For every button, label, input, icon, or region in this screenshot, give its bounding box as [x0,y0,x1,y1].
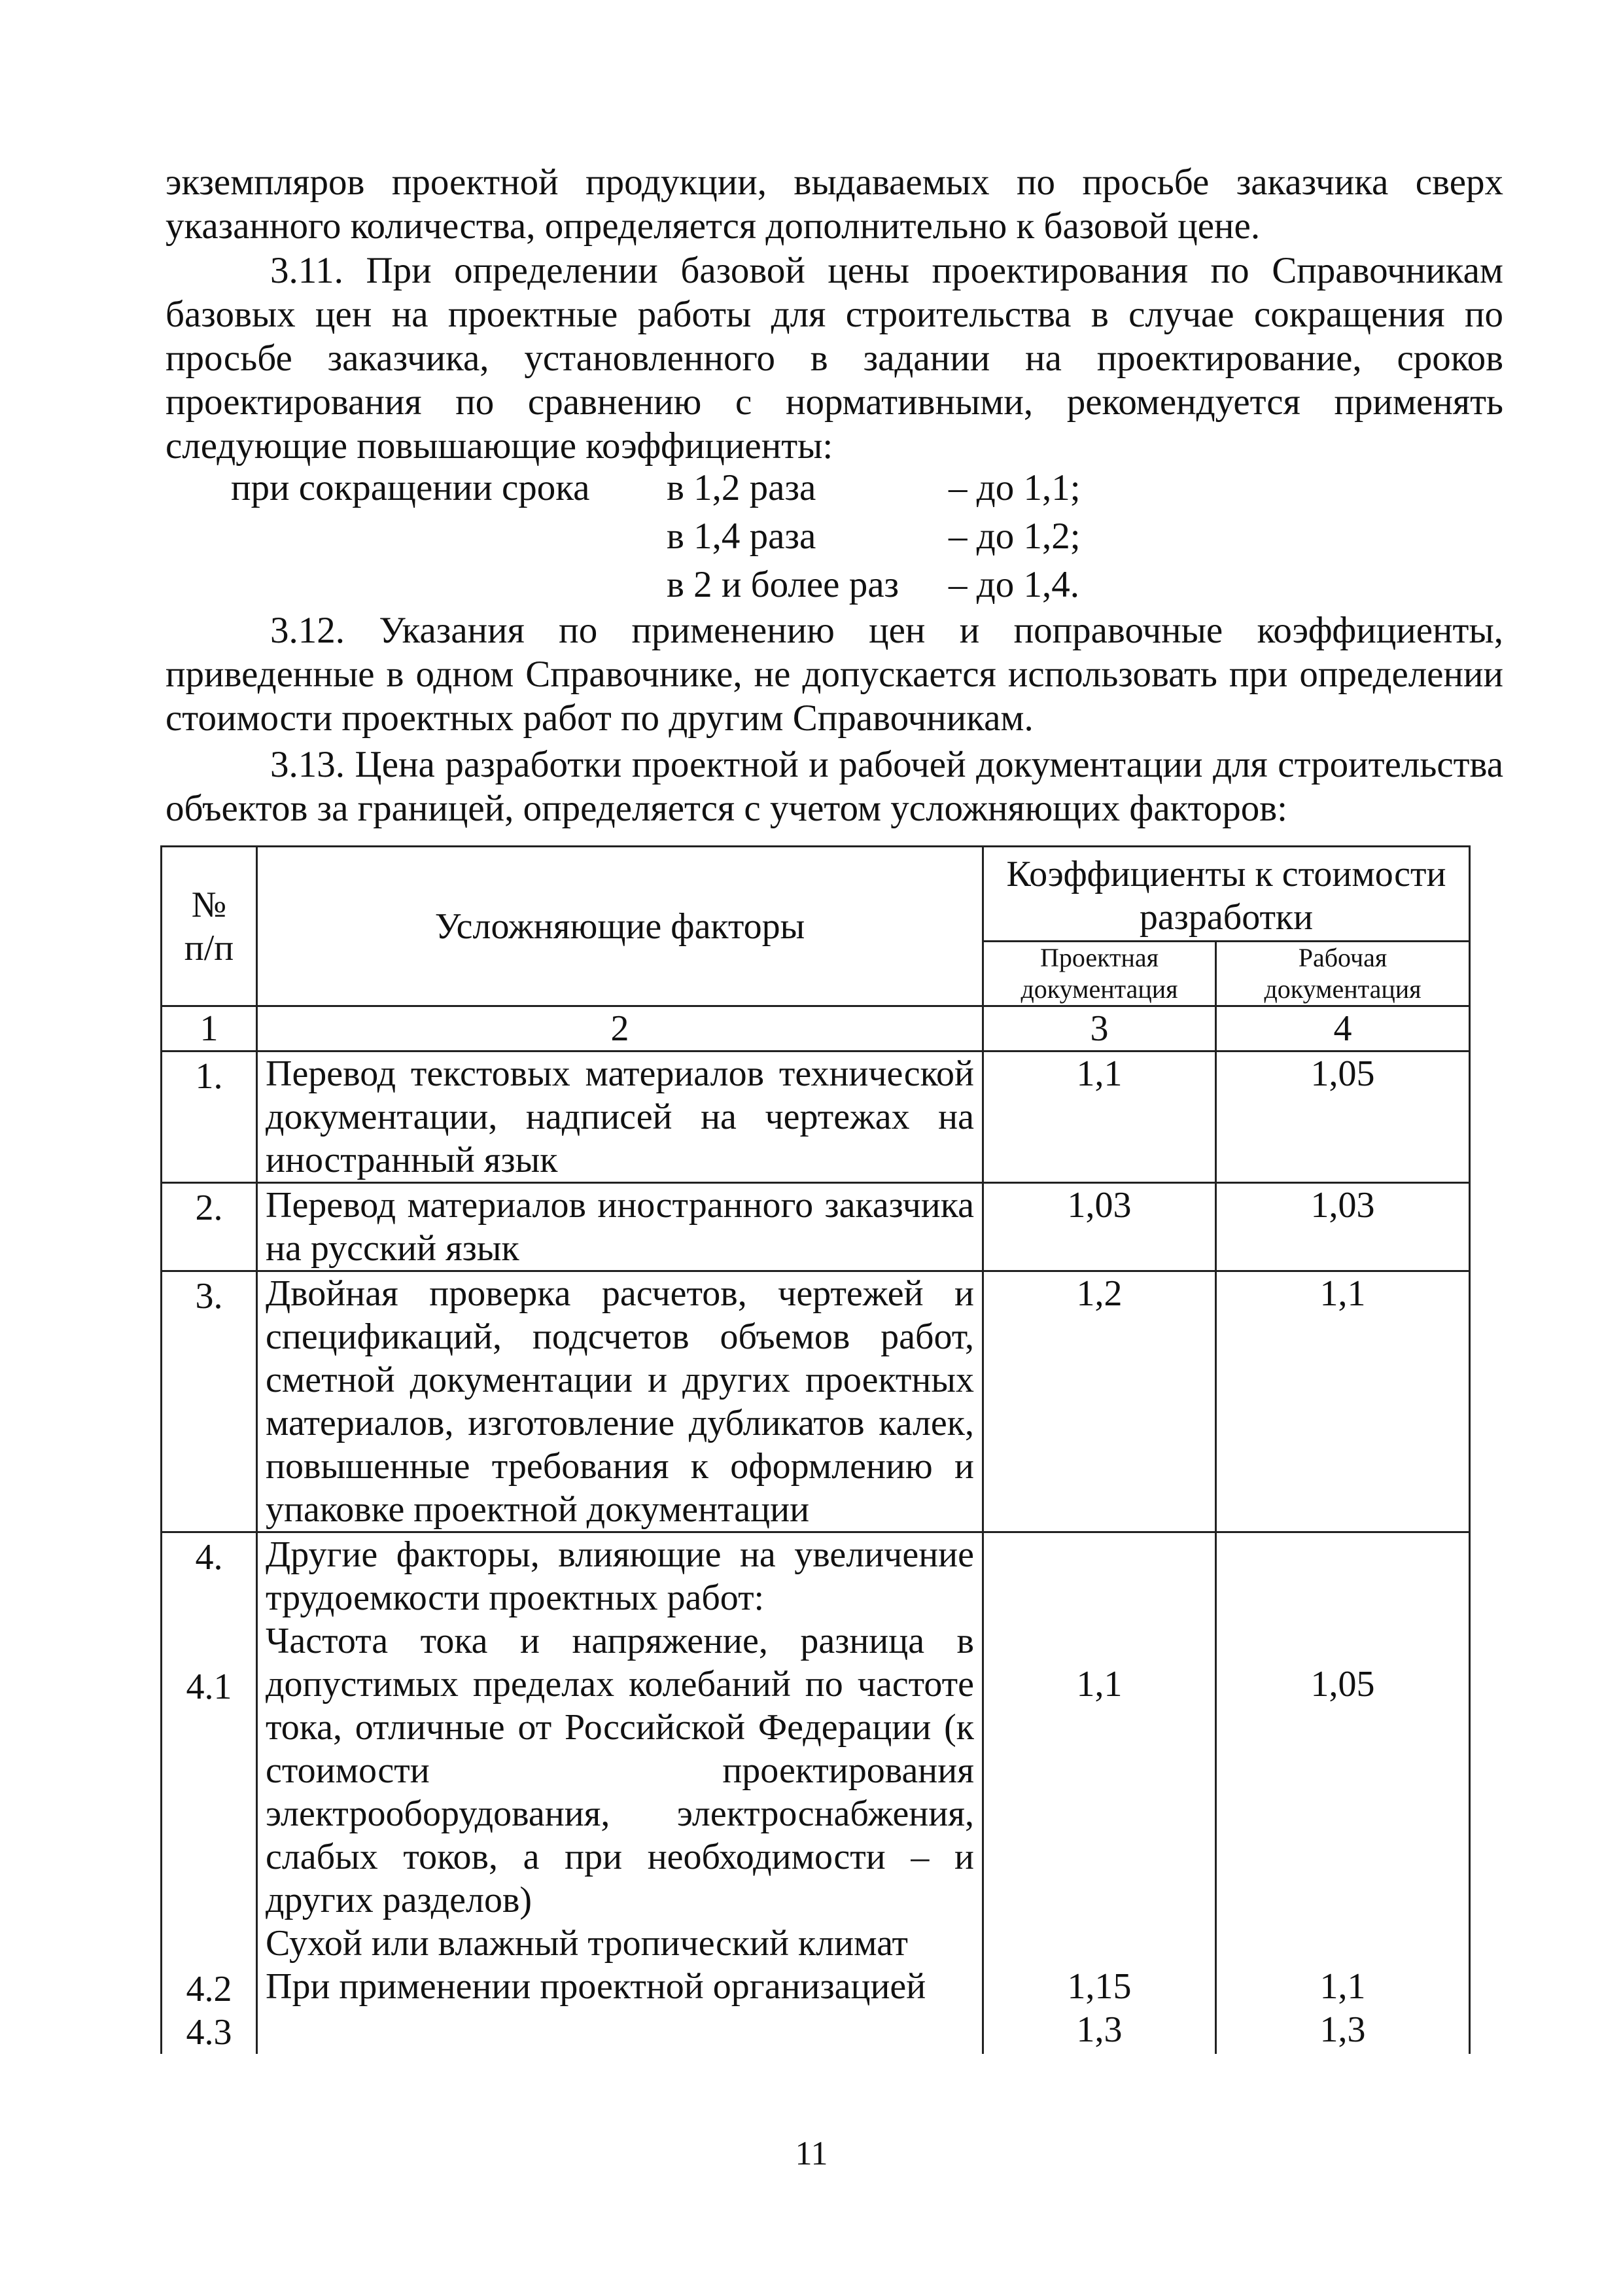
table-row [162,1532,1470,2055]
row-design-coefficient: 1,1 [983,1051,1216,1183]
header-factors: Усложняющие факторы [257,847,983,1006]
row-4-text: Другие факторы, влияющие на увеличение трудоемкости проектных работ: [266,1534,974,1618]
coefficient-value: – до 1,4. [949,564,1080,605]
row-number: 2. [162,1183,257,1271]
row-work-coefficient: 1,03 [1216,1183,1470,1271]
factors-table [160,845,1471,2054]
column-number: 4 [1216,1006,1470,1051]
row-design-coefficient: 1,2 [983,1271,1216,1532]
row-4-3-number: 4.3 [186,2012,232,2053]
row-4-2-number: 4.2 [186,1969,232,2009]
row-work-coefficient: 1,05 [1216,1051,1470,1183]
row-4-3-work: 1,3 [1319,2009,1366,2050]
row-factor: Двойная проверка расчетов, чертежей и спецификаций, подсчетов объемов работ, сметной документации и других проектных материалов, изготовление дубликатов калек, повышенные требования к оформлению и упаковке проектной документации [257,1271,983,1532]
paragraph-3-13: 3.13. Цена разработки проектной и рабочей документации для строительства объектов за границей, определяется с учетом усложняющих факторов: [166,744,1503,829]
header-design-documentation: Проектная документация [983,942,1216,1006]
column-number: 3 [983,1006,1216,1051]
column-number: 1 [162,1006,257,1051]
row-4-1-text: Частота тока и напряжение, разница в допустимых пределах колебаний по частоте тока, отличные от Российской Федерации (к стоимости проектирования электрооборудования, электроснабжения, слабых токов, а при необходимости – и других разделов) [266,1621,974,1920]
row-work-coefficient [1216,1532,1470,2055]
row-4-number: 4. [195,1537,223,1578]
coefficient-list [231,466,1147,611]
table-header-row [162,847,1470,942]
row-4-1-design: 1,1 [1076,1664,1123,1704]
row-4-2-work: 1,1 [1319,1966,1366,2007]
coefficient-row [231,514,1147,563]
row-factor: Перевод текстовых материалов технической документации, надписей на чертежах на иностранный язык [257,1051,983,1183]
paragraph-continuation: экземпляров проектной продукции, выдаваемых по просьбе заказчика сверх указанного количества, определяется дополнительно к базовой цене. [166,162,1503,247]
row-work-coefficient: 1,1 [1216,1271,1470,1532]
column-number-row [162,1006,1470,1051]
row-number [162,1532,257,2055]
row-number: 3. [162,1271,257,1532]
row-factor: Перевод материалов иностранного заказчика на русский язык [257,1183,983,1271]
row-design-coefficient [983,1532,1216,2055]
column-number: 2 [257,1006,983,1051]
row-4-3-design: 1,3 [1076,2009,1123,2050]
table-row [162,1051,1470,1183]
coefficient-row [231,563,1147,611]
table-row [162,1271,1470,1532]
row-4-2-text: Сухой или влажный тропический климат [266,1923,908,1964]
header-work-documentation: Рабочая документация [1216,942,1470,1006]
row-4-1-work: 1,05 [1310,1664,1375,1704]
header-coefficients: Коэффициенты к стоимости разработки [983,847,1470,942]
coefficient-condition: в 1,4 раза [667,516,816,557]
page-number: 11 [795,2135,828,2172]
coefficient-lead: при сокращении срока [231,467,590,508]
row-design-coefficient: 1,03 [983,1183,1216,1271]
row-4-3-text: При применении проектной организацией [266,1966,926,2007]
coefficient-condition: в 1,2 раза [667,467,816,508]
paragraph-3-12: 3.12. Указания по применению цен и поправочные коэффициенты, приведенные в одном Справочнике, не допускается использовать при определении стоимости проектных работ по другим Справочникам. [166,610,1503,739]
coefficient-row [231,466,1147,514]
paragraph-3-11: 3.11. При определении базовой цены проектирования по Справочникам базовых цен на проектные работы для строительства в случае сокращения по просьбе заказчика, установленного в задании на проектирование, сроков проектирования по сравнению с нормативными, рекомендуется применять следующие повышающие коэффициенты: [166,250,1503,467]
table-row [162,1183,1470,1271]
coefficient-value: – до 1,2; [949,516,1081,557]
row-4-2-design: 1,15 [1067,1966,1132,2007]
row-number: 1. [162,1051,257,1183]
row-4-1-number: 4.1 [186,1667,232,1707]
coefficient-condition: в 2 и более раз [667,564,899,605]
row-factor [257,1532,983,2055]
coefficient-value: – до 1,1; [949,467,1081,508]
header-number: № п/п [162,847,257,1006]
